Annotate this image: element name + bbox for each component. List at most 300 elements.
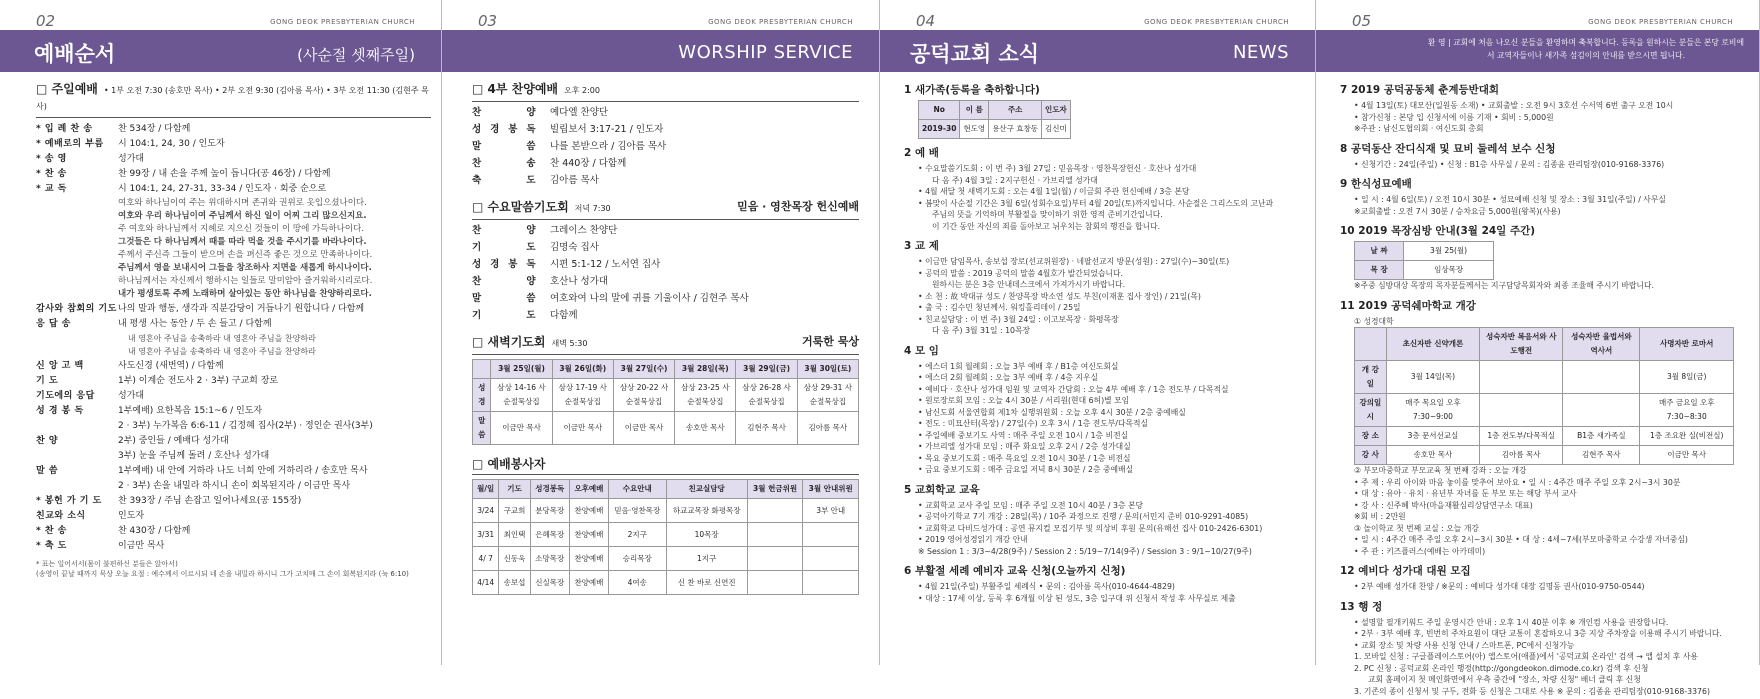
- table-cell: 이금만 목사: [613, 412, 674, 445]
- table-cell: [747, 499, 803, 523]
- news-line: ② 부모마중학교 부모교육 첫 번째 강좌 : 오늘 개강: [1354, 466, 1527, 475]
- order-label: 찬 양: [472, 107, 536, 118]
- order-row: [36, 152, 431, 166]
- header-cell: 3월 28일(목): [675, 360, 736, 379]
- news-table: [918, 100, 1071, 139]
- order-value: 2 · 3부) 손을 내밀라 하시니 손이 회복된지라 / 이금만 목사: [118, 481, 351, 491]
- table-cell: 찬양예배: [569, 547, 608, 571]
- table-cell: 용산구 효창동: [989, 120, 1042, 139]
- table-cell: 매주 목요일 오후 7:30~9:00: [1386, 394, 1480, 427]
- header-cell: [1355, 328, 1387, 361]
- table-cell: 이금만 목사: [491, 412, 552, 445]
- order-value: 이금만 목사: [118, 541, 165, 551]
- footnote: [36, 559, 431, 579]
- order-label: [36, 419, 118, 433]
- news-line: • 참가신청 : 본당 입 신청서에 이름 기재 • 회비 : 5,000원: [1354, 112, 1554, 122]
- order-value: 성가대: [118, 391, 145, 401]
- news-line: • 주 관 : 키즈플러스(예배는 아카데미): [1354, 546, 1486, 556]
- welcome-text: 환 영 | 교회에 처음 나오신 분들을 환영하며 축복합니다. 등록을 원하시는 분들은 본당 로비에서 교역자들이나 새가족 섬김이의 안내를 받으시면 됩니다.: [1428, 38, 1744, 60]
- order-row: [472, 275, 859, 289]
- order-row: [472, 258, 859, 272]
- table-cell: 김아름 목사: [797, 412, 858, 445]
- news-line: • 주일예배 중보기도 사역 : 매주 주일 오전 10시 / 1층 비전실: [918, 430, 1129, 440]
- news-line: • 목요 중보기도회 : 매주 목요일 오전 10시 30분 / 1층 비전실: [918, 453, 1131, 463]
- order-value: 그레이스 찬양단: [550, 225, 618, 236]
- news-line: • 남신도회 서울연합회 제1차 실행위원회 : 오늘 오후 4시 30분 / 2층 중예배실: [918, 407, 1186, 417]
- page-title: WORSHIP SERVICE: [678, 42, 853, 63]
- header-cell: 사명자반 로마서: [1640, 328, 1734, 361]
- section-dawn: [472, 335, 859, 355]
- order-value: 1부) 이계순 전도사 2 · 3부) 구교희 장로: [118, 376, 279, 386]
- responsive-line: 주 여호와 하나님께서 지혜로 지으신 것들이 이 땅에 가득하나이다.: [118, 224, 365, 234]
- header-cell: 성숙자반 율법서와 역사서: [1563, 328, 1640, 361]
- page-title: 예배순서: [34, 42, 116, 66]
- order-value: 나의 말과 행동, 생각과 직분감당이 거듭나기 원합니다 / 다함께: [118, 304, 365, 314]
- section-wednesday: [472, 200, 859, 220]
- row-label: 성경: [473, 379, 491, 412]
- order-label: 축 도: [472, 175, 536, 186]
- table-cell: 매주 금요일 오후 7:30~8:30: [1640, 394, 1734, 427]
- news-title: 4 모 임: [904, 344, 939, 357]
- order-row: [36, 479, 431, 493]
- news-title: 11 2019 공덕쉐마학교 개강: [1340, 299, 1476, 312]
- church-name: GONG DEOK PRESBYTERIAN CHURCH: [1144, 18, 1289, 26]
- order-value: 찬 440장 / 다함께: [550, 158, 627, 169]
- table-cell: 믿음·영찬목장: [609, 499, 667, 523]
- table-cell: [1563, 361, 1640, 394]
- news-line: • 금요 중보기도회 : 매주 금요일 저녁 8시 30분 / 2층 중예배실: [918, 465, 1134, 474]
- table-cell: [1480, 394, 1563, 427]
- section-title: □ 새벽기도회: [472, 335, 546, 349]
- section-right: 거룩한 묵상: [802, 335, 859, 348]
- order-label: 성 경 봉 독: [36, 406, 84, 416]
- order-row: [472, 157, 859, 171]
- order-label: [36, 449, 118, 463]
- order-label: * 찬 송: [36, 526, 67, 536]
- news-line: ※ Session 1 : 3/3~4/28(9주) / Session 2 : 5/19~7/14(9주) / Session 3 : 9/1~10/27(9주): [918, 546, 1252, 556]
- news-line: • 친교실담당 : 이 번 주) 3월 24일 : 이고보목장 · 화평목장: [918, 314, 1119, 324]
- news-line: • 주 제 : 우리 아이와 마음 놓이를 맞추어 보아요 • 일 시 : 4주간 매주 주일 오후 2시~3시 30분: [1354, 477, 1681, 487]
- page-05: [1316, 0, 1760, 696]
- news-title: 3 교 제: [904, 240, 939, 252]
- order-value: 김아름 목사: [550, 175, 599, 186]
- news-line: • 일 시 : 4주간 매주 주일 오후 2시~3시 30분 • 대 상 : 4세~7세(부모마중학교 수강생 자녀중심): [1354, 535, 1688, 544]
- table-cell: 삼상 23-25 사순절묵상집: [675, 379, 736, 412]
- row-label: 말씀: [473, 412, 491, 445]
- news-line: • 소 천 : 故 박대규 성도 / 찬양목장 박소연 성도 부친(이재훈 집사 장인) / 21일(목): [918, 291, 1201, 301]
- header-cell: 월/일: [473, 480, 499, 499]
- order-label: [36, 479, 118, 493]
- table-cell: 강 사: [1355, 446, 1387, 465]
- order-row: [472, 140, 859, 154]
- news-line: • 강 사 : 신주혜 박사(마을재활심리상담연구소 대표): [1354, 500, 1533, 510]
- table-cell: 김신미: [1042, 120, 1071, 139]
- responsive-line: 내가 평생토록 주께 노래하며 살아있는 동안 하나님을 찬양하리로다.: [118, 289, 372, 299]
- table-cell: 송보섭: [499, 571, 530, 595]
- order-row: [36, 509, 431, 523]
- news-line: 이 기간 동안 자신의 죄를 돌아보고 뉘우치는 참회의 행진을 합니다.: [932, 221, 1161, 231]
- news-line: 1. 모바일 신청 : 구글플레이스토어(아) 앱스토어(애플)에서 '공덕교회 온라인' 검색 → 앱 설치 후 사용: [1354, 652, 1698, 661]
- news-line: 교회 홈페이지 첫 메인화면에서 우측 중간에 "장소, 차량 신청" 배너 클릭 후 신청: [1368, 675, 1641, 684]
- news-line: • 교회 장소 및 차량 사용 신청 안내 / 스마트폰, PC에서 신청가능: [1354, 640, 1575, 650]
- order-row: [472, 224, 859, 238]
- news-line: • 전도 : 미묘산터(목장) / 27일(수) 오후 3시 / 1층 전도부/다목적실: [918, 419, 1149, 428]
- responsive-line: 그것들은 다 하나님께서 때를 따라 먹을 것을 주시기를 바라나이다.: [118, 237, 367, 247]
- news-line: ※교회출발 : 오전 7시 30분 / 승차요금 5,000원(왕복)(사용): [1354, 206, 1561, 216]
- news-line: • 대 상 : 유아 · 유치 · 유년부 자녀를 둔 부모 또는 해당 부서 교사: [1354, 489, 1577, 498]
- section-title: □ 예배봉사자: [472, 457, 546, 471]
- table-cell: 신동욱: [499, 547, 530, 571]
- news-line: • 봄맞이 사순절 기간은 3월 6일(성회수요일)부터 4월 20일(토)까지입니다. 사순절은 그리스도의 고난과: [918, 198, 1274, 208]
- section-title: □ 수요말씀기도회: [472, 200, 569, 214]
- news-line: • 설명할 필개키워드 주일 운영시간 안내 : 오후 1시 40분 이후 ※ 개인컴 사용을 권장합니다.: [1354, 617, 1669, 627]
- order-value: 시 104:1, 24, 27-31, 33-34 / 인도자 · 회중 순으로: [118, 184, 327, 194]
- table-cell: 4/ 7: [473, 547, 499, 571]
- news-title: 5 교회학교 교육: [904, 483, 980, 496]
- order-value: 나를 본받으라 / 김아름 목사: [550, 141, 667, 152]
- table-cell: 구교희: [499, 499, 530, 523]
- header-cell: 주소: [989, 101, 1042, 120]
- order-row: [36, 167, 431, 181]
- table-cell: 하교교목장 화평목장: [666, 499, 747, 523]
- page-subtitle: (사순절 셋째주일): [297, 46, 415, 64]
- news-line: • 2부 · 3부 예배 후, 빈번히 주차요원이 대단 교통이 혼잡하오니 3층 지상 주차장을 이용해 주시기 바랍니다.: [1354, 629, 1722, 638]
- order-row: [472, 174, 859, 188]
- header-cell: 오후예배: [569, 480, 608, 499]
- table-cell: 분당목장: [530, 499, 569, 523]
- church-name: GONG DEOK PRESBYTERIAN CHURCH: [1588, 18, 1733, 26]
- responsive-line: 여호와 하나님이여 주는 위대하시며 존귀와 권위로 옷입으셨나이다.: [118, 198, 367, 208]
- table-cell: 강의일시: [1355, 394, 1387, 427]
- order-value: 시 104:1, 24, 30 / 인도자: [118, 139, 225, 149]
- table-cell: 은혜목장: [530, 523, 569, 547]
- news-table: [1354, 327, 1734, 465]
- table-cell: [1480, 361, 1563, 394]
- order-value: 찬 99장 / 내 손을 주께 높이 듭니다(공 46장) / 다함께: [118, 169, 331, 179]
- order-label: 응 답 송: [36, 319, 71, 329]
- order-row: [36, 359, 431, 373]
- header-cell: 성숙자반 복음서와 사도행전: [1480, 328, 1563, 361]
- order-row: [36, 449, 431, 463]
- table-cell: 3/31: [473, 523, 499, 547]
- news-title: 1 새가족(등록을 축하합니다): [904, 84, 1040, 96]
- footnote-2: (송영이 끝날 때까지 묵상 오늘 요절 : 예수께서 이르시되 네 손을 내밀라 하시니 그가 고치매 그 손이 회복된지라 (눅 6:10): [36, 570, 409, 578]
- news-line: • 가브리엘 성가대 모임 : 매주 화요일 오후 2시 / 2층 성가대실: [918, 442, 1131, 451]
- page-number: 04: [916, 12, 936, 30]
- news-line: • 2부 예배 성가대 찬양 / ※문의 : 예비다 성가대 대장 김명동 권사(010-9750-0544): [1354, 582, 1645, 591]
- news-line: • 4월 21일(주일) 부활주일 세례식 • 문의 : 김아름 목사(010-4644-4829): [918, 582, 1175, 591]
- news-title: 8 공덕동산 잔디식재 및 묘비 둘레석 보수 신청: [1340, 142, 1556, 155]
- table-cell: 2019-30: [919, 120, 960, 139]
- order-label: 신 앙 고 백: [36, 361, 84, 371]
- header-cell: 이 름: [960, 101, 989, 120]
- news-title: ① 성경대학: [1354, 316, 1394, 326]
- table-cell: 찬양예배: [569, 523, 608, 547]
- table-cell: 3월 14일(목): [1386, 361, 1480, 394]
- table-cell: 3월 25(월): [1404, 242, 1494, 261]
- order-label: 기 도: [36, 376, 59, 386]
- section-right: 믿음 · 영찬목장 헌신예배: [737, 200, 859, 213]
- table-cell: 10목장: [666, 523, 747, 547]
- table-cell: 송호만 목사: [675, 412, 736, 445]
- table-cell: B1층 새가족실: [1563, 427, 1640, 446]
- order-row: [472, 292, 859, 306]
- table-cell: 승리목장: [609, 547, 667, 571]
- order-value: 김명숙 집사: [550, 242, 599, 253]
- order-value: 인도자: [118, 511, 145, 521]
- news-line: 다 음 주) 4월 3일 : 2지구헌신 · 가브리엘 성가대: [932, 175, 1098, 185]
- table-cell: 삼상 20-22 사순절묵상집: [613, 379, 674, 412]
- header-cell: 3월 30일(토): [797, 360, 858, 379]
- order-value: 여호와여 나의 말에 귀를 기울이사 / 김현주 목사: [550, 293, 749, 304]
- header-cell: 3월 27일(수): [613, 360, 674, 379]
- page-04: [880, 0, 1316, 665]
- table-cell: 1층 전도부/다목적실: [1480, 427, 1563, 446]
- order-label: * 송 영: [36, 154, 67, 164]
- table-cell: 3/24: [473, 499, 499, 523]
- section-time: 오후 2:00: [564, 86, 600, 95]
- table-cell: 김현주 목사: [1563, 446, 1640, 465]
- order-value: 사도신경 (새번역) / 다함께: [118, 361, 224, 371]
- news-title: 12 예비다 성가대 대원 모집: [1340, 565, 1471, 577]
- order-label: 찬 송: [472, 158, 536, 169]
- order-value: 찬 534장 / 다함께: [118, 124, 191, 134]
- table-cell: 삼상 17-19 사순절묵상집: [552, 379, 613, 412]
- table-cell: 현도영: [960, 120, 989, 139]
- order-row: [36, 182, 431, 196]
- news-line: 3. 기존의 종이 신청서 및 구두, 전화 등 신청은 그대로 사용 ※ 문의 : 김종윤 관리팀장(010-9168-3376): [1354, 686, 1711, 696]
- news-line: 2. PC 신청 : 공덕교회 온라인 행정(http://gongdeokon.dimode.co.kr) 검색 후 신청: [1354, 663, 1649, 673]
- table-cell: [803, 547, 859, 571]
- table-cell: [1563, 394, 1640, 427]
- table-cell: 개 강 일: [1355, 361, 1387, 394]
- order-row: [36, 389, 431, 403]
- order-row: [36, 404, 431, 418]
- header-cell: 수요안내: [609, 480, 667, 499]
- order-label: 찬 양: [472, 225, 536, 236]
- table-cell: [747, 547, 803, 571]
- page-02: [0, 0, 442, 665]
- news-title: 2 예 배: [904, 147, 939, 159]
- header-cell: [473, 360, 491, 379]
- order-row: [472, 123, 859, 137]
- table-cell: 3월 8일(금): [1640, 361, 1734, 394]
- table-cell: 임상목장: [1404, 261, 1494, 280]
- table-cell: 최인택: [499, 523, 530, 547]
- dawn-table: [472, 359, 859, 445]
- order-label: 찬 양: [472, 276, 536, 287]
- news-line: • 공덕아기학교 7기 개강 : 28일(목) / 10주 과정으로 진행 / 문의(서민지 준비 010-9291-4085): [918, 512, 1249, 521]
- page-number: 05: [1352, 12, 1372, 30]
- section-4th-worship: [472, 82, 859, 102]
- title-band: [0, 30, 441, 72]
- order-label: * 입 례 찬 송: [36, 124, 93, 134]
- header-cell: 인도자: [1042, 101, 1071, 120]
- news-title: 7 2019 공덕공동체 춘계등반대회: [1340, 84, 1500, 96]
- order-row: [36, 524, 431, 538]
- table-cell: [803, 523, 859, 547]
- table-cell: 삼상 29-31 사순절묵상집: [797, 379, 858, 412]
- header-cell: 3월 안내위원: [803, 480, 859, 499]
- order-row: [472, 241, 859, 255]
- news-line: • 대상 : 17세 이상, 등록 후 6개월 이상 된 성도, 3층 입구대 위 신청서 작성 후 사무실로 제출: [918, 593, 1236, 603]
- table-cell: 삼상 14-16 사순절묵상집: [491, 379, 552, 412]
- church-name: GONG DEOK PRESBYTERIAN CHURCH: [270, 18, 415, 26]
- news-line: • 수요말씀기도회 : 이 번 주) 3월 27일 : 믿음목장 · 영찬목장헌신 · 호산나 성가대: [918, 164, 1197, 173]
- order-value: 2부) 중인들 / 예배다 성가대: [118, 436, 229, 446]
- news-line: • 4월 13일(토) 대모산(일원동 소재) • 교회출발 : 오전 9시 3호선 수서역 6번 출구 오전 10시: [1354, 101, 1674, 110]
- section-time: 새벽 5:30: [551, 339, 588, 348]
- table-cell: 이금만 목사: [1640, 446, 1734, 465]
- order-value: 찬 430장 / 다함께: [118, 526, 191, 536]
- news-line: • 예비다 · 호산나 성가대 임원 및 교역자 간담회 : 오늘 4부 예배 후 / 1층 전도부 / 다목적실: [918, 384, 1229, 394]
- title-band: [880, 30, 1315, 72]
- header-cell: 초신자반 신약개론: [1386, 328, 1480, 361]
- table-cell: 날 짜: [1355, 242, 1404, 261]
- order-label: 말 씀: [36, 466, 59, 476]
- table-cell: [747, 523, 803, 547]
- page-title-right: NEWS: [1232, 42, 1289, 63]
- table-cell: 4/14: [473, 571, 499, 595]
- order-value: 1부예배) 내 안에 거하라 나도 너희 안에 거하리라 / 송호만 목사: [118, 466, 368, 476]
- news-line: • 이금만 담임목사, 송보섭 장로(선교위원장) · 네팔선교지 방문(성원) : 27일(수)~30일(토): [918, 257, 1230, 266]
- news-line: ※주관 : 남신도협의회 · 여신도회 총회: [1354, 124, 1484, 133]
- news-title: 10 2019 목장심방 안내(3월 24일 주간): [1340, 225, 1536, 237]
- table-cell: 2지구: [609, 523, 667, 547]
- news-line: 주님의 뜻을 기억하며 부활절을 맞이하기 위한 영적 준비기간입니다.: [932, 210, 1163, 219]
- news-title: 9 한식성묘예배: [1340, 178, 1412, 190]
- table-cell: 찬양예배: [569, 571, 608, 595]
- table-cell: 1층 조요완 실(비전실): [1640, 427, 1734, 446]
- order-row: [36, 419, 431, 433]
- table-cell: 김아름 목사: [1480, 446, 1563, 465]
- news-line: • 신청기간 : 24일(주일) • 신청 : B1층 사무실 / 문의 : 김종윤 관리팀장(010-9168-3376): [1354, 159, 1665, 169]
- table-cell: 장 소: [1355, 427, 1387, 446]
- header-cell: 3월 26일(화): [552, 360, 613, 379]
- header-cell: 3월 25일(월): [491, 360, 552, 379]
- response-line: 내 영혼아 주님을 송축하라 내 영혼아 주님을 찬양하라: [128, 334, 316, 343]
- order-row: [36, 434, 431, 448]
- order-value: 2 · 3부) 누가복음 6:6-11 / 김정혜 집사(2부) · 정인순 권사(3부): [118, 421, 373, 431]
- order-row: [36, 317, 431, 331]
- title-band: [442, 30, 879, 72]
- table-cell: 목 장: [1355, 261, 1404, 280]
- service-times: • 1부 오전 7:30 (송호만 목사) • 2부 오전 9:30 (김아름 목사) • 3부 오전 11:30 (김현주 목사): [36, 86, 429, 111]
- table-cell: 4여송: [609, 571, 667, 595]
- order-label: 친교와 소식: [36, 511, 86, 521]
- table-cell: 신실목장: [530, 571, 569, 595]
- news-title: ※주중 심방대상 목장의 목자분들께서는 지구담당목회자와 최종 조율해 주시기 바랍니다.: [1354, 281, 1654, 290]
- news-line: 원하시는 분은 3층 안내데스크에서 가져가시기 바랍니다.: [932, 280, 1126, 289]
- section-title: □ 주일예배: [36, 82, 98, 96]
- order-value: 다함께: [550, 310, 578, 321]
- volunteer-table: [472, 479, 859, 595]
- table-cell: 삼상 26-28 사순절묵상집: [736, 379, 797, 412]
- order-row: [36, 374, 431, 388]
- header-cell: 3월 헌금위원: [747, 480, 803, 499]
- news-line: • 2019 영어성경읽기 개강 안내: [918, 535, 1028, 544]
- section-title: □ 4부 찬양예배: [472, 82, 559, 96]
- order-value: 3부) 눈을 주님께 돌려 / 호산나 성가대: [118, 451, 270, 461]
- order-label: 말 씀: [472, 141, 536, 152]
- order-label: * 예배로의 부름: [36, 139, 104, 149]
- order-label: 성 경 봉 독: [472, 259, 536, 270]
- news-line: • 에스더 1회 월례회 : 오늘 3부 예배 후 / B1층 여신도회실: [918, 361, 1119, 371]
- news-line: ③ 놀이학교 첫 번째 교실 : 오늘 개강: [1354, 523, 1479, 533]
- order-label: 말 씀: [472, 293, 536, 304]
- responsive-line: 여호와 우리 하나님이여 주님께서 하신 일이 어찌 그리 많으신지요.: [118, 211, 367, 221]
- table-cell: 소망목장: [530, 547, 569, 571]
- table-cell: 송호만 목사: [1386, 446, 1480, 465]
- page-number: 02: [36, 12, 56, 30]
- header-cell: No: [919, 101, 960, 120]
- news-title: 13 행 정: [1340, 600, 1383, 613]
- news-line: • 출 국 : 김수민 청년께서. 워킹홀리데이 / 25일: [918, 303, 1081, 312]
- order-value: 1부예배) 요한복음 15:1~6 / 인도자: [118, 406, 263, 416]
- order-row: [36, 494, 431, 508]
- news-table: [1354, 241, 1494, 280]
- table-cell: 찬양예배: [569, 499, 608, 523]
- order-value: 시편 5:1-12 / 노서연 집사: [550, 259, 661, 270]
- order-label: * 축 도: [36, 541, 67, 551]
- news-line: • 교회학교 다비드성가대 : 공연 뮤지컬 모집기부 및 의상비 후원 문의(유해선 집사 010-2426-6301): [918, 523, 1263, 533]
- response-line: 내 영혼아 주님을 송축하라 내 영혼아 주님을 찬양하라: [128, 347, 316, 356]
- order-row: [472, 309, 859, 323]
- order-label: * 찬 송: [36, 169, 67, 179]
- order-label: 찬 양: [36, 436, 59, 446]
- order-label: * 교 독: [36, 184, 67, 194]
- table-cell: 김현주 목사: [736, 412, 797, 445]
- order-row: [36, 539, 431, 553]
- order-row: [36, 122, 431, 136]
- order-label: 기 도: [472, 310, 536, 321]
- footnote-1: * 표는 일어서서(몸이 불편하신 분들은 앉아서): [36, 560, 178, 568]
- page-03: [442, 0, 880, 665]
- news-line: ※회 비 : 2만원: [1354, 512, 1406, 521]
- table-cell: 1지구: [666, 547, 747, 571]
- table-cell: 3부 안내: [803, 499, 859, 523]
- order-row: [36, 464, 431, 478]
- section-time: 저녁 7:30: [574, 204, 611, 213]
- news-line: • 4월 새달 첫 새벽기도회 : 오는 4월 1일(월) / 이금회 주관 헌신예배 / 3층 본당: [918, 187, 1190, 196]
- order-row: [472, 106, 859, 120]
- page-title: 공덕교회 소식: [910, 42, 1040, 66]
- news-line: • 교회학교 교사 주일 모임 : 매주 주일 오전 10시 40분 / 3층 본당: [918, 500, 1144, 510]
- order-label: 성 경 봉 독: [472, 124, 536, 135]
- table-cell: 이금만 목사: [552, 412, 613, 445]
- order-row: [36, 302, 431, 316]
- header-cell: 3월 29일(금): [736, 360, 797, 379]
- header-cell: 친교실담당: [666, 480, 747, 499]
- table-cell: 3층 문서선교실: [1386, 427, 1480, 446]
- order-label: * 봉헌 가 기 도: [36, 496, 102, 506]
- welcome-band: [1316, 30, 1759, 72]
- news-line: • 공덕의 말씀 : 2019 공덕의 말씀 4월호가 발간되었습니다.: [918, 268, 1123, 278]
- header-cell: 기도: [499, 480, 530, 499]
- order-value: 내 평생 사는 동안 / 두 손 들고 / 다함께: [118, 319, 272, 329]
- responsive-line: 주님께서 영을 보내시어 그들을 창조하사 지면을 새롭게 하시나이다.: [118, 263, 372, 273]
- order-label: 감사와 참회의 기도: [36, 304, 117, 314]
- order-value: 예다엘 찬양단: [550, 107, 609, 118]
- page-number: 03: [478, 12, 498, 30]
- responsive-line: 하나님께서는 자신께서 행하시는 일들로 말미암아 즐거워하시리로다.: [118, 276, 373, 286]
- section-volunteers: [472, 457, 859, 475]
- news-line: • 에스더 2회 월례회 : 오늘 3부 예배 후 / 4층 지우실: [918, 373, 1099, 382]
- news-title: 6 부활절 세례 예비자 교육 신청(오늘까지 신청): [904, 565, 1126, 577]
- news-line: • 원로장로회 모임 : 오늘 4시 30분 / 서리원(현대 6허)별 모임: [918, 396, 1130, 405]
- order-label: 기 도: [472, 242, 536, 253]
- order-value: 성가대: [118, 154, 145, 164]
